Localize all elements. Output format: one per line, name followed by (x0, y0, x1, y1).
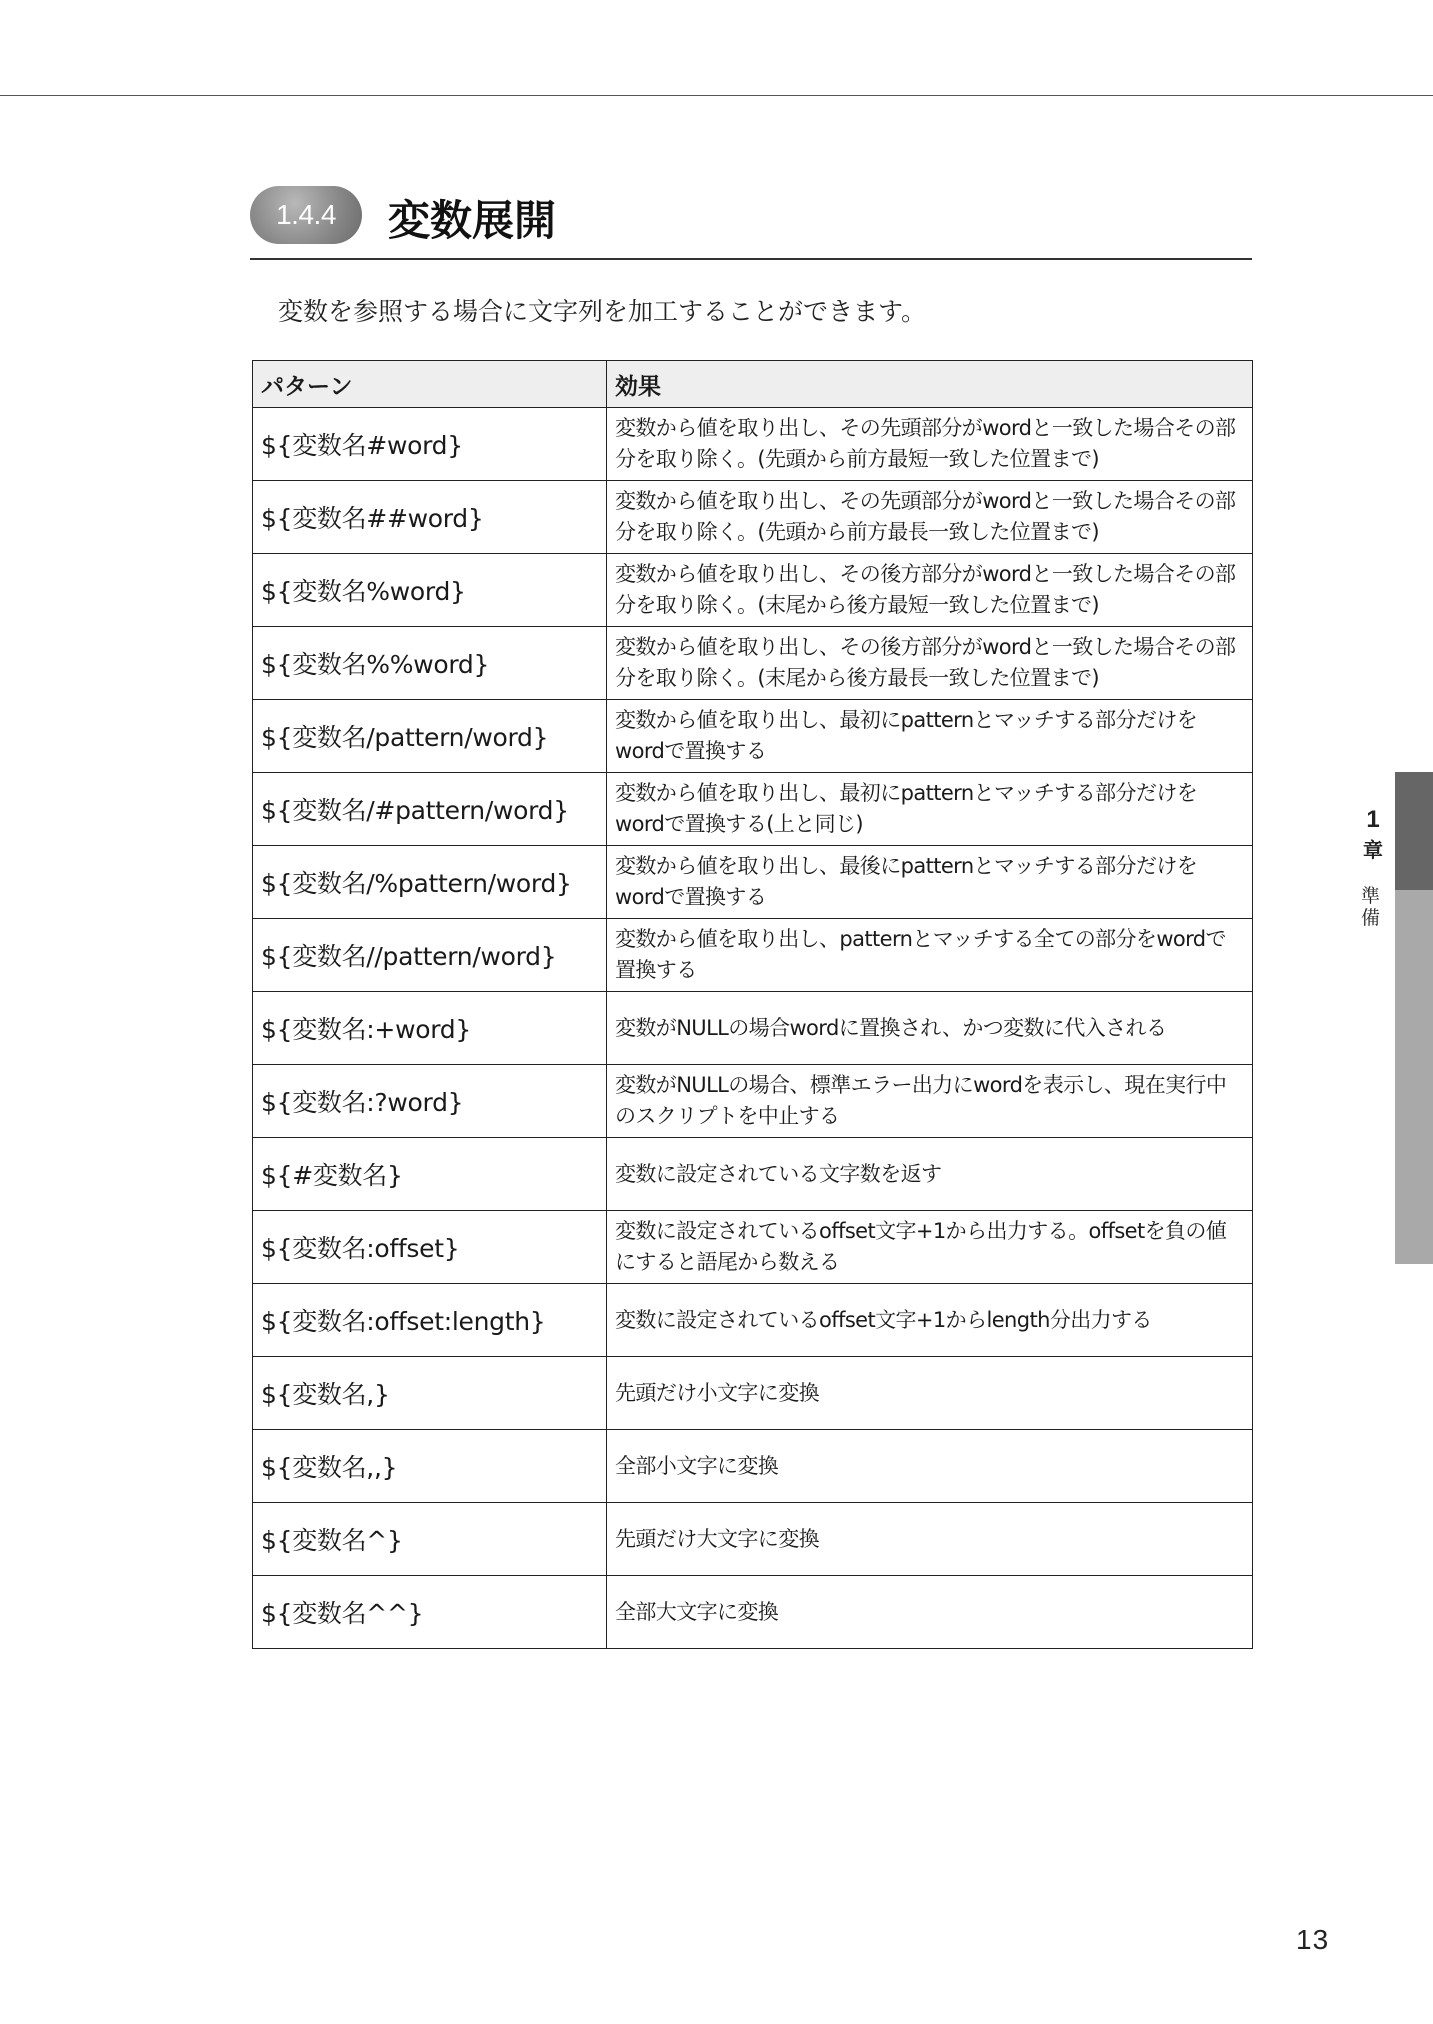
effect-cell: 変数から値を取り出し、その先頭部分がwordと一致した場合その部分を取り除く。(先頭から前方最短一致した位置まで) (607, 408, 1253, 481)
table-row (253, 627, 1253, 700)
table-row (253, 1503, 1253, 1576)
effect-cell: 変数から値を取り出し、最初にpatternとマッチする部分だけをwordで置換する(上と同じ) (607, 773, 1253, 846)
pattern-cell: ${変数名%%word} (253, 627, 607, 700)
effect-cell: 全部小文字に変換 (607, 1430, 1253, 1503)
pattern-cell: ${変数名:+word} (253, 992, 607, 1065)
chapter-label: 章 (1363, 838, 1383, 862)
pattern-cell: ${変数名:?word} (253, 1065, 607, 1138)
effect-cell: 変数に設定されている文字数を返す (607, 1138, 1253, 1211)
table-row (253, 846, 1253, 919)
pattern-cell: ${変数名/#pattern/word} (253, 773, 607, 846)
table-row (253, 1357, 1253, 1430)
header-effect: 効果 (607, 361, 1253, 408)
pattern-cell: ${変数名^^} (253, 1576, 607, 1649)
effect-cell: 変数がNULLの場合、標準エラー出力にwordを表示し、現在実行中のスクリプトを中止する (607, 1065, 1253, 1138)
effect-cell: 変数から値を取り出し、その後方部分がwordと一致した場合その部分を取り除く。(末尾から後方最短一致した位置まで) (607, 554, 1253, 627)
table-row (253, 992, 1253, 1065)
effect-cell: 変数がNULLの場合wordに置換され、かつ変数に代入される (607, 992, 1253, 1065)
table-row (253, 408, 1253, 481)
effect-cell: 変数から値を取り出し、最初にpatternとマッチする部分だけをwordで置換する (607, 700, 1253, 773)
table-row (253, 1430, 1253, 1503)
top-rule (0, 95, 1433, 96)
table-row (253, 554, 1253, 627)
table-row (253, 1284, 1253, 1357)
pattern-cell: ${変数名#word} (253, 408, 607, 481)
section-number-badge: 1.4.4 (250, 186, 362, 244)
pattern-cell: ${変数名//pattern/word} (253, 919, 607, 992)
table-row (253, 1065, 1253, 1138)
pattern-cell: ${変数名:offset} (253, 1211, 607, 1284)
effect-cell: 変数から値を取り出し、その先頭部分がwordと一致した場合その部分を取り除く。(先頭から前方最長一致した位置まで) (607, 481, 1253, 554)
intro-text: 変数を参照する場合に文字列を加工することができます。 (278, 297, 927, 326)
pattern-cell: ${変数名,,} (253, 1430, 607, 1503)
section-rule (250, 258, 1252, 260)
table-row (253, 773, 1253, 846)
chapter-tab-bar (1395, 890, 1433, 1264)
table-row (253, 481, 1253, 554)
effect-cell: 変数から値を取り出し、その後方部分がwordと一致した場合その部分を取り除く。(末尾から後方最長一致した位置まで) (607, 627, 1253, 700)
pattern-cell: ${変数名%word} (253, 554, 607, 627)
table-header-row (253, 361, 1253, 408)
table-row (253, 700, 1253, 773)
pattern-cell: ${変数名^} (253, 1503, 607, 1576)
header-pattern: パターン (253, 361, 607, 408)
effect-cell: 先頭だけ大文字に変換 (607, 1503, 1253, 1576)
pattern-cell: ${#変数名} (253, 1138, 607, 1211)
table-row (253, 919, 1253, 992)
chapter-name: 準備 (1361, 885, 1381, 929)
section-header (250, 186, 1252, 260)
effect-cell: 変数に設定されているoffset文字+1から出力する。offsetを負の値にすると語尾から数える (607, 1211, 1253, 1284)
effect-cell: 変数から値を取り出し、最後にpatternとマッチする部分だけをwordで置換する (607, 846, 1253, 919)
effect-cell: 先頭だけ小文字に変換 (607, 1357, 1253, 1430)
table-row (253, 1576, 1253, 1649)
pattern-cell: ${変数名:offset:length} (253, 1284, 607, 1357)
effect-cell: 変数から値を取り出し、patternとマッチする全ての部分をwordで置換する (607, 919, 1253, 992)
chapter-tab-marker (1395, 772, 1433, 890)
chapter-number: 1 (1366, 806, 1380, 833)
section-title: 変数展開 (388, 196, 557, 245)
table-row (253, 1138, 1253, 1211)
pattern-cell: ${変数名,} (253, 1357, 607, 1430)
pattern-cell: ${変数名##word} (253, 481, 607, 554)
effect-cell: 全部大文字に変換 (607, 1576, 1253, 1649)
effect-cell: 変数に設定されているoffset文字+1からlength分出力する (607, 1284, 1253, 1357)
pattern-cell: ${変数名/%pattern/word} (253, 846, 607, 919)
page-number: 13 (1296, 1924, 1330, 1955)
pattern-cell: ${変数名/pattern/word} (253, 700, 607, 773)
table-row (253, 1211, 1253, 1284)
variable-expansion-table (252, 360, 1253, 1649)
